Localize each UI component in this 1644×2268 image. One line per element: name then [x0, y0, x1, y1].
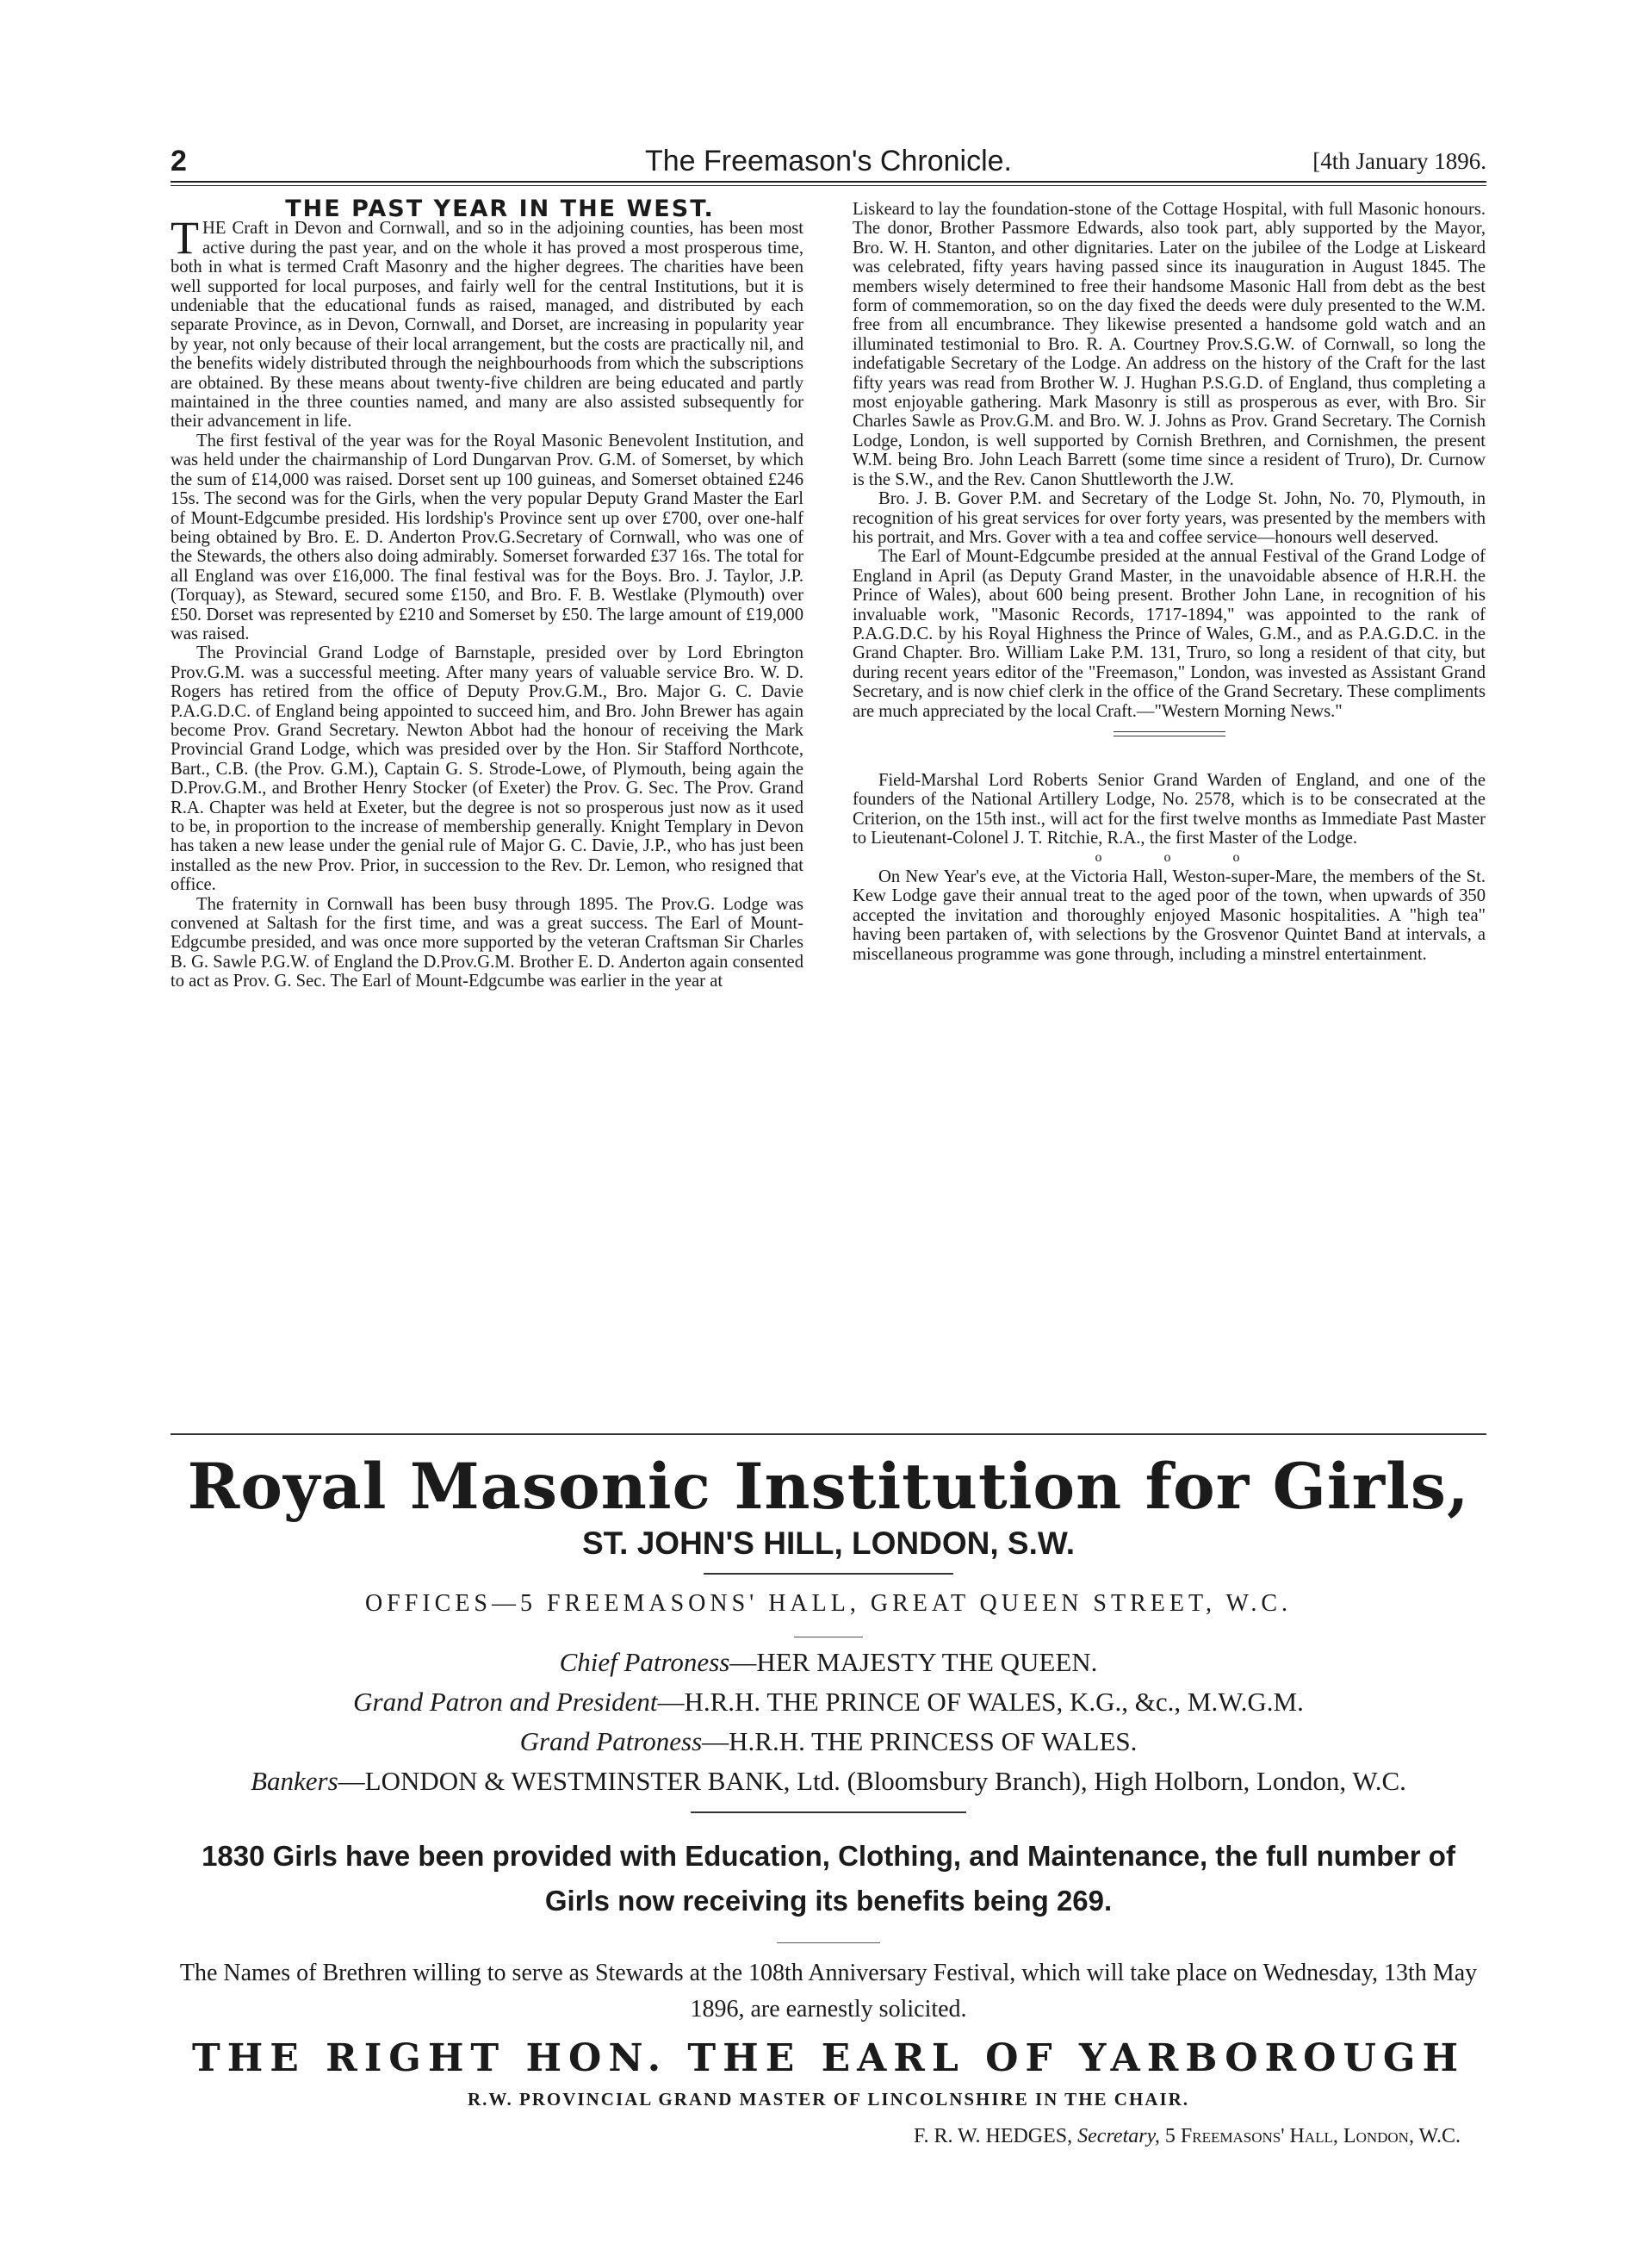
article-title: THE PAST YEAR IN THE WEST. [285, 196, 715, 222]
ad-bankers-value: —LONDON & WESTMINSTER BANK, Ltd. (Bloomsbury Branch), High Holborn, London, W.C. [338, 1766, 1406, 1796]
note-weston: On New Year's eve, at the Victoria Hall, Weston-super-Mare, the members of the St. Kew Lodge gave their annual treat to the aged poor of the town, when upwards of 350 accepted the invitation and thoroughly enjoyed Masonic hospitalities. A "high tea" having been partaken of, with selections by the Grosvenor Quintet Band at intervals, a miscellaneous programme was gone through, including a minstrel entertainment. [853, 867, 1486, 964]
ad-patroness-label: Chief Patroness [559, 1647, 730, 1677]
ad-stewards-notice: The Names of Brethren willing to serve as Stewards at the 108th Anniversary Festival, which will take place on Wednesday, 13th May 1896, are earnestly solicited. [179, 1960, 1478, 2023]
ad-signature [171, 2119, 1486, 2153]
ad-patroness-value: —HER MAJESTY THE QUEEN. [729, 1647, 1098, 1677]
ad-chairman: THE RIGHT HON. THE EARL OF YARBOROUGH [191, 2036, 1466, 2080]
ad-provided-statement: 1830 Girls have been provided with Education, Clothing, and Maintenance, the full number of Girls now receiving its benefits being 269. [202, 1840, 1455, 1917]
ad-bankers [171, 1762, 1486, 1801]
ad-bankers-label: Bankers [251, 1766, 338, 1796]
ad-patron-value: —H.R.H. THE PRINCE OF WALES, K.G., &c., M.W.G.M. [657, 1687, 1304, 1717]
header-rule [171, 181, 1486, 183]
article-paragraph: The Earl of Mount-Edgcumbe presided at the annual Festival of the Grand Lodge of England in April (as Deputy Grand Master, in the unavoidable absence of H.R.H. the Prince of Wales), about 600 being present. Brother John Lane, in recognition of his invaluable work, "Masonic Records, 1717-1894," was appointed to the rank of P.A.G.D.C. by his Royal Highness the Prince of Wales, G.M., and as P.A.G.D.C. in the Grand Chapter. Bro. William Lake P.M. 131, Truro, so long a resident of that city, but during recent years editor of the "Freemason," London, was invested as Assistant Grand Secretary, and is now chief clerk in the office of the Grand Secretary. These compliments are much appreciated by the local Craft.—"Western Morning News." [853, 547, 1486, 721]
right-column [853, 200, 1486, 964]
ad-grand-patroness-value: —H.R.H. THE PRINCESS OF WALES. [702, 1726, 1138, 1756]
ad-address: ST. JOHN'S HILL, LONDON, S.W. [581, 1525, 1076, 1561]
article-paragraph: The Provincial Grand Lodge of Barnstaple, presided over by Lord Ebrington Prov.G.M. was a successful meeting. After many years of valuable service Bro. W. D. Rogers has retired from the office of Deputy Prov.G.M., Bro. Major G. C. Davie P.A.G.D.C. of England being appointed to succeed him, and Bro. John Brewer has again become Prov. Grand Secretary. Newton Abbot had the honour of receiving the Mark Provincial Grand Lodge, which was presided over by the Hon. Sir Stafford Northcote, Bart., C.B. (the Prov. G.M.), Captain G. S. Strode-Lowe, of Plymouth, being again the D.Prov.G.M., and Brother Henry Stocker (of Exeter) the Prov. G. Sec. The Prov. Grand R.A. Chapter was held at Exeter, but the degree is not so prosperous just now as it used to be, in proportion to the increase of membership generally. Knight Templary in Devon has taken a new lease under the genial rule of Major G. C. Davie, J.P., who has just been installed as the new Prov. Prior, in succession to the Rev. Dr. Lemon, who resigned that office. [171, 643, 803, 895]
page-number: 2 [171, 145, 187, 177]
ad-divider [777, 1942, 880, 1943]
page-header [171, 145, 1486, 183]
article-paragraph: The first festival of the year was for the Royal Masonic Benevolent Institution, and was held under the chairmanship of Lord Dungarvan Prov. G.M. of Somerset, by which the sum of £14,000 was raised. Dorset sent up 100 guineas, and Somerset obtained £246 15s. The second was for the Girls, when the very popular Deputy Grand Master the Earl of Mount-Edgcumbe presided. His lordship's Province sent up over £700, over one-half being obtained by Bro. E. D. Anderton Prov.G.Secretary of Cornwall, who was one of the Stewards, the others also doing admirably. Somerset forwarded £37 16s. The total for all England was over £16,000. The final festival was for the Boys. Bro. J. Taylor, J.P. (Torquay), as Steward, secured some £150, and Bro. F. B. Westlake (Plymouth) over £50. Dorset was represented by £210 and Somerset by £50. The large amount of £19,000 was raised. [171, 431, 803, 643]
ad-grand-patroness [171, 1722, 1486, 1762]
ad-divider [704, 1573, 953, 1575]
ad-signature-address: 5 Freemasons' Hall, London, W.C. [1164, 2125, 1461, 2147]
advertisement [171, 1447, 1486, 2153]
article-paragraph: Bro. J. B. Gover P.M. and Secretary of the Lodge St. John, No. 70, Plymouth, in recognition of his great services for over forty years, was presented by the members with his portrait, and Mrs. Gover with a tea and coffee service—honours well deserved. [853, 489, 1486, 547]
issue-date: [4th January 1896. [1312, 148, 1486, 174]
note-roberts: Field-Marshal Lord Roberts Senior Grand Warden of England, and one of the founders of the National Artillery Lodge, No. 2578, which is to be consecrated at the Criterion, on the 15th inst., will act for the first twelve months as Immediate Past Master to Lieutenant-Colonel J. T. Ritchie, R.A., the first Master of the Lodge. [853, 770, 1486, 848]
ad-grand-patroness-label: Grand Patroness [519, 1726, 703, 1756]
article-paragraph: Liskeard to lay the foundation-stone of the Cottage Hospital, with full Masonic honours. The donor, Brother Passmore Edwards, also took part, ably supported by the Mayor, Bro. W. H. Stanton, and other dignitaries. Later on the jubilee of the Lodge at Liskeard was celebrated, fifty years having passed since its inauguration in August 1845. The members wisely determined to free their handsome Masonic Hall from debt as the best form of commemoration, so on the day fixed the deeds were duly presented to the W.M. free from all encumbrance. They likewise presented a handsome gold watch and an illuminated testimonial to Bro. R. A. Courtney Prov.S.G.W. of Cornwall, so long the indefatigable Secretary of the Lodge. An address on the history of the Craft for the last fifty years was read from Brother W. J. Hughan P.S.G.D. of England, thus completing a most enjoyable gathering. Mark Masonry is still as prosperous as ever, with Bro. Sir Charles Sawle as Prov.G.M. and Bro. W. J. Johns as Prov. Grand Secretary. The Cornish Lodge, London, is well supported by Cornish Brethren, and Cornishmen, the present W.M. being Bro. John Leach Barrett (some time since a resident of Truro), Dr. Curnow is the S.W., and the Rev. Canon Shuttleworth the J.W. [853, 200, 1486, 489]
ad-patron-label: Grand Patron and President [353, 1687, 658, 1717]
left-column [171, 196, 803, 991]
advertisement-rule [171, 1433, 1486, 1435]
ornament-divider: o o o [1095, 849, 1269, 865]
section-divider [1114, 731, 1225, 732]
paper-title: The Freemason's Chronicle. [645, 145, 1012, 177]
article-paragraph-text: HE Craft in Devon and Cornwall, and so in the adjoining counties, has been most active during the past year, and on the whole it has proved a most prosperous time, both in what is termed Craft Masonry and the higher degrees. The charities have been well supported for local purposes, and fairly well for the central Institutions, but it is undeniable that the educational funds as raised, managed, and distributed by each separate Province, as in Devon, Cornwall, and Dorset, are increasing in popularity year by year, not only because of their local arrangement, but the costs are practically nil, and the benefits widely distributed through the neighbourhoods from which the subscriptions are obtained. By these means about twenty-five children are being educated and partly maintained in the three counties named, and many are also assisted subsequently for their advancement in life. [171, 219, 803, 432]
header-rule-thin [171, 185, 1486, 186]
ad-offices: OFFICES—5 FREEMASONS' HALL, GREAT QUEEN STREET, W.C. [364, 1590, 1293, 1617]
article-paragraph: The fraternity in Cornwall has been busy through 1895. The Prov.G. Lodge was convened at Saltash for the first time, and was a great success. The Earl of Mount-Edgcumbe presided, and was once more supported by the veteran Craftsman Sir Charles B. G. Sawle P.G.W. of England the D.Prov.G.M. Brother E. D. Anderton again consented to act as Prov. G. Sec. The Earl of Mount-Edgcumbe was earlier in the year at [171, 894, 803, 991]
ad-patron [171, 1682, 1486, 1722]
ad-signature-title: Secretary, [1077, 2125, 1160, 2147]
ad-signature-name: F. R. W. HEDGES, [914, 2125, 1073, 2147]
ad-title: Royal Masonic Institution for Girls, [187, 1450, 1470, 1524]
ad-chairman-title: R.W. PROVINCIAL GRAND MASTER OF LINCOLNSHIRE IN THE CHAIR. [467, 2089, 1190, 2110]
ad-divider [691, 1811, 966, 1813]
drop-cap: T [171, 212, 199, 264]
ad-patroness [171, 1643, 1486, 1682]
article-paragraph [171, 212, 803, 432]
